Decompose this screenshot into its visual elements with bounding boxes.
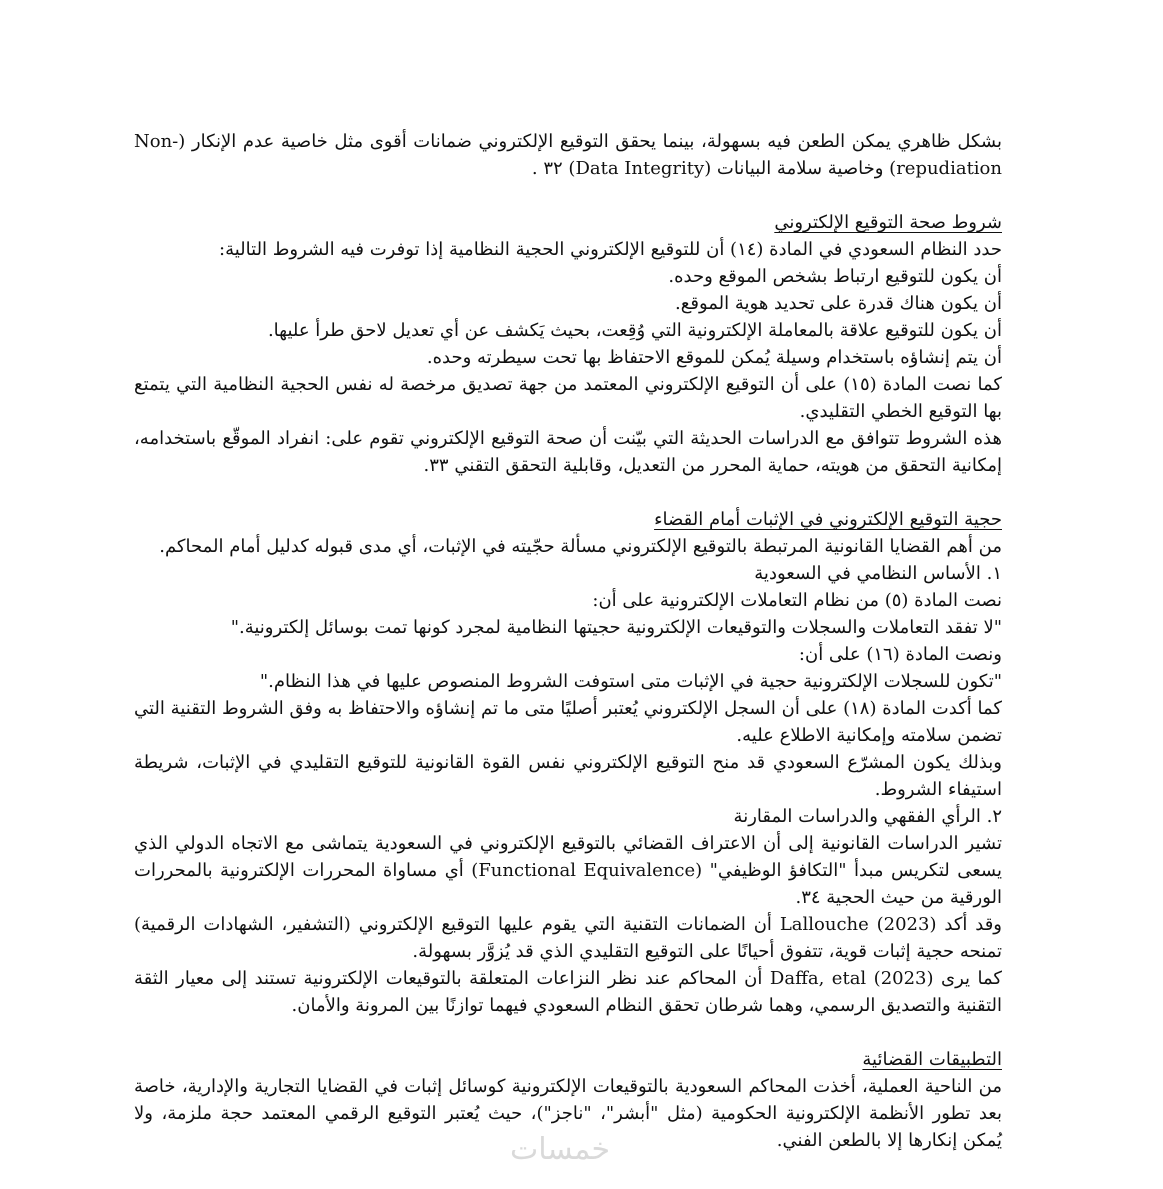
section-heading-conditions: شروط صحة التوقيع الإلكتروني	[774, 212, 1002, 233]
subheading: ١. الأساس النظامي في السعودية	[754, 563, 1002, 584]
quote: "تكون للسجلات الإلكترونية حجية في الإثبات متى استوفت الشروط المنصوص عليها في هذا النظام."	[259, 671, 1002, 692]
paragraph: من أهم القضايا القانونية المرتبطة بالتوقيع الإلكتروني مسألة حجّيته في الإثبات، أي مدى قبوله كدليل أمام المحاكم.	[159, 536, 1002, 557]
paragraph: نصت المادة (٥) من نظام التعاملات الإلكترونية على أن:	[592, 590, 1002, 611]
spacer	[134, 1019, 1002, 1046]
spacer	[134, 182, 1002, 209]
paragraph: كما يرى Daffa, etal (2023) أن المحاكم عند نظر النزاعات المتعلقة بالتوقيعات الإلكترونية تستند إلى معيار الثقة التقنية والتصديق الرسمي، وهما شرطان تحقق النظام السعودي فيهما توازنًا بين المرونة والأمان.	[134, 968, 1003, 1016]
list-item: أن يكون للتوقيع ارتباط بشخص الموقع وحده.	[668, 266, 1002, 287]
paragraph: تشير الدراسات القانونية إلى أن الاعتراف القضائي بالتوقيع الإلكتروني في السعودية يتماشى مع الاتجاه الدولي الذي يسعى لتكريس مبدأ "التكافؤ الوظيفي" (Functional Equivalence) أي مساواة المحررات الإلكترونية بالمحررات الورقية من حيث الحجية ٣٤.	[134, 833, 1002, 908]
quote: "لا تفقد التعاملات والسجلات والتوقيعات الإلكترونية حجيتها النظامية لمجرد كونها تمت بوسائل إلكترونية."	[230, 617, 1002, 638]
list-item: أن يكون للتوقيع علاقة بالمعاملة الإلكترونية التي وُقِعت، بحيث يَكشف عن أي تعديل لاحق طرأ عليها.	[267, 320, 1002, 341]
spacer	[134, 479, 1002, 506]
paragraph: هذه الشروط تتوافق مع الدراسات الحديثة التي بيّنت أن صحة التوقيع الإلكتروني تقوم على: انفراد الموقّع باستخدامه، إمكانية التحقق من هويته، حماية المحرر من التعديل، وقابلية التحقق التقني ٣٣.	[134, 428, 1002, 476]
paragraph: كما أكدت المادة (١٨) على أن السجل الإلكتروني يُعتبر أصليًا متى ما تم إنشاؤه والاحتفاظ به وفق الشروط التقنية التي تضمن سلامته وإمكانية الاطلاع عليه.	[134, 698, 1002, 746]
paragraph: وقد أكد Lallouche (2023) أن الضمانات التقنية التي يقوم عليها التوقيع الإلكتروني (التشفير، الشهادات الرقمية) تمنحه حجية إثبات قوية، تتفوق أحيانًا على التوقيع التقليدي الذي قد يُزوَّر بسهولة.	[134, 914, 1002, 962]
paragraph: كما نصت المادة (١٥) على أن التوقيع الإلكتروني المعتمد من جهة تصديق مرخصة له نفس الحجية النظامية التي يتمتع بها التوقيع الخطي التقليدي.	[134, 374, 1002, 422]
subheading: ٢. الرأي الفقهي والدراسات المقارنة	[733, 806, 1002, 827]
list-item: أن يكون هناك قدرة على تحديد هوية الموقع.	[675, 293, 1002, 314]
paragraph: وبذلك يكون المشرّع السعودي قد منح التوقيع الإلكتروني نفس القوة القانونية للتوقيع التقليدي في الإثبات، شريطة استيفاء الشروط.	[134, 752, 1002, 800]
list-item: أن يتم إنشاؤه باستخدام وسيلة يُمكن للموقع الاحتفاظ بها تحت سيطرته وحده.	[426, 347, 1002, 368]
section-heading-applications: التطبيقات القضائية	[862, 1049, 1002, 1070]
watermark-logo: خمسات	[510, 1132, 611, 1167]
list-item: حدد النظام السعودي في المادة (١٤) أن للتوقيع الإلكتروني الحجية النظامية إذا توفرت فيه الشروط التالية:	[219, 239, 1002, 260]
paragraph: ونصت المادة (١٦) على أن:	[798, 644, 1002, 665]
intro-paragraph: بشكل ظاهري يمكن الطعن فيه بسهولة، بينما يحقق التوقيع الإلكتروني ضمانات أقوى مثل خاصية عدم الإنكار (Non-repudiation) وخاصية سلامة البيانات (Data Integrity) ٣٢ .	[134, 131, 1002, 179]
document-page	[134, 128, 1002, 1154]
section-heading-evidence: حجية التوقيع الإلكتروني في الإثبات أمام القضاء	[654, 509, 1002, 530]
paragraph: من الناحية العملية، أخذت المحاكم السعودية بالتوقيعات الإلكترونية كوسائل إثبات في القضايا التجارية والإدارية، خاصة بعد تطور الأنظمة الإلكترونية الحكومية (مثل "أبشر"، "ناجز")، حيث يُعتبر التوقيع الرقمي المعتمد حجة ملزمة، ولا يُمكن إنكارها إلا بالطعن الفني.	[134, 1076, 1002, 1151]
